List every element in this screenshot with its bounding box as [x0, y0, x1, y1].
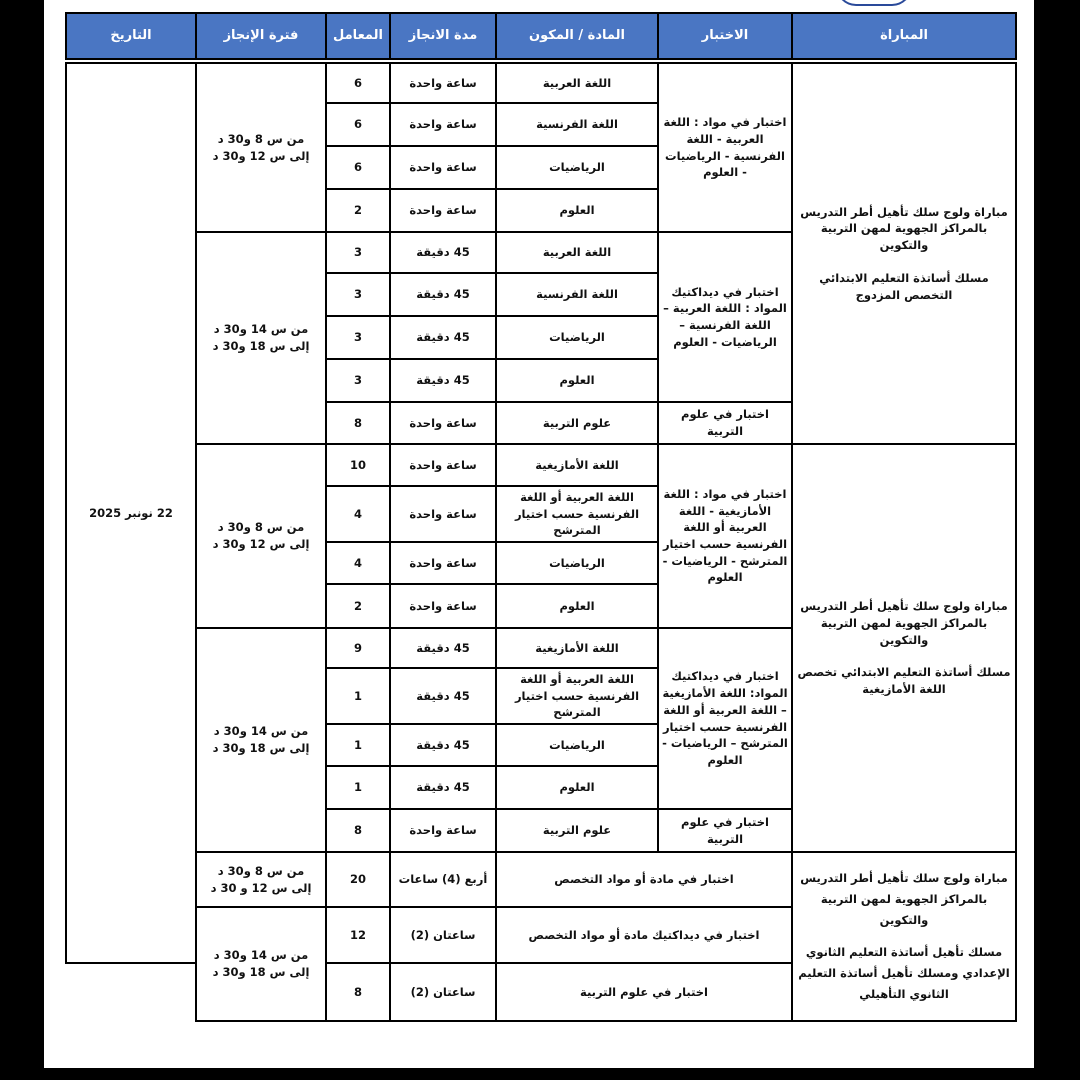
subject-cell: العلوم [496, 359, 658, 402]
coefficient-cell: 8 [326, 963, 390, 1021]
test-cell: اختبار في ديداكتيك المواد : اللغة العربية – اللغة الفرنسية – الرياضيات - العلوم [658, 232, 792, 402]
coefficient-cell: 4 [326, 486, 390, 542]
header-coefficient: المعامل [326, 13, 390, 59]
header-subject: المادة / المكون [496, 13, 658, 59]
coefficient-cell: 3 [326, 273, 390, 316]
period-end: إلى س 12 و30 د [212, 148, 310, 163]
competition-name: مباراة ولوج سلك تأهيل أطر التدريس بالمراكز الجهوية لمهن التربية والتكوين [800, 870, 1008, 928]
duration-cell: 45 دقيقة [390, 359, 496, 402]
subject-cell: اللغة الفرنسية [496, 103, 658, 146]
header-test: الاختبار [658, 13, 792, 59]
coefficient-cell: 2 [326, 189, 390, 232]
duration-cell: ساعة واحدة [390, 103, 496, 146]
duration-cell: 45 دقيقة [390, 232, 496, 273]
competition-cell [792, 63, 1016, 444]
coefficient-cell: 20 [326, 852, 390, 907]
coefficient-cell: 9 [326, 628, 390, 668]
period-cell [196, 63, 326, 232]
subject-cell: العلوم [496, 584, 658, 628]
subject-cell: اللغة الفرنسية [496, 273, 658, 316]
duration-cell: ساعة واحدة [390, 189, 496, 232]
test-cell: اختبار في علوم التربية [658, 809, 792, 852]
duration-cell: ساعتان (2) [390, 907, 496, 963]
header-competition: المباراة [792, 13, 1016, 59]
duration-cell: 45 دقيقة [390, 766, 496, 809]
coefficient-cell: 2 [326, 584, 390, 628]
competition-name: مباراة ولوج سلك تأهيل أطر التدريس بالمراكز الجهوية لمهن التربية والتكوين [800, 599, 1008, 647]
subject-cell: اختبار في ديداكتيك مادة أو مواد التخصص [496, 907, 792, 963]
coefficient-cell: 3 [326, 359, 390, 402]
coefficient-cell: 8 [326, 809, 390, 852]
duration-cell: ساعة واحدة [390, 486, 496, 542]
test-cell: اختبار في مواد : اللغة الأمازيغية - اللغة العربية أو اللغة الفرنسية حسب اختيار المترشح - الرياضيات - العلوم [658, 444, 792, 628]
test-cell: اختبار في علوم التربية [658, 402, 792, 444]
period-start: من س 8 و30 د [217, 863, 305, 878]
coefficient-cell: 4 [326, 542, 390, 584]
duration-cell: ساعة واحدة [390, 809, 496, 852]
coefficient-cell: 1 [326, 668, 390, 724]
competition-cell [792, 852, 1016, 1021]
duration-cell: 45 دقيقة [390, 628, 496, 668]
duration-cell: ساعة واحدة [390, 63, 496, 103]
competition-cell [792, 444, 1016, 852]
duration-cell: ساعة واحدة [390, 542, 496, 584]
coefficient-cell: 10 [326, 444, 390, 486]
period-start: من س 14 و30 د [213, 724, 309, 739]
period-end: إلى س 18 و30 د [212, 965, 310, 979]
subject-cell: الرياضيات [496, 724, 658, 766]
duration-cell: 45 دقيقة [390, 273, 496, 316]
subject-cell: الرياضيات [496, 146, 658, 189]
subject-cell: الرياضيات [496, 542, 658, 584]
subject-cell: اللغة العربية أو اللغة الفرنسية حسب اختيار المترشح [496, 486, 658, 542]
competition-track: مسلك تأهيل أساتذة التعليم الثانوي الإعدادي ومسلك تأهيل أساتذة التعليم الثانوي التأهيلي [798, 944, 1010, 1002]
header-period: فترة الإنجاز [196, 13, 326, 59]
duration-cell: ساعة واحدة [390, 146, 496, 189]
subject-cell: علوم التربية [496, 402, 658, 444]
coefficient-cell: 6 [326, 103, 390, 146]
period-end: إلى س 12 و30 د [212, 537, 310, 551]
duration-cell: أربع (4) ساعات [390, 852, 496, 907]
test-cell: اختبار في مواد : اللغة العربية - اللغة الفرنسية - الرياضيات - العلوم [658, 63, 792, 232]
subject-cell: العلوم [496, 766, 658, 809]
period-cell [196, 852, 326, 907]
period-cell [196, 232, 326, 444]
duration-cell: ساعتان (2) [390, 963, 496, 1021]
period-start: من س 14 و30 د [213, 948, 309, 963]
subject-cell: اختبار في مادة أو مواد التخصص [496, 852, 792, 907]
header-row [66, 13, 1016, 59]
period-end: إلى س 18 و30 د [212, 339, 310, 353]
period-start: من س 8 و30 د [217, 520, 305, 535]
table-row [66, 852, 1016, 907]
date-cell: 22 نونبر 2025 [66, 63, 196, 963]
coefficient-cell: 6 [326, 146, 390, 189]
period-cell [196, 444, 326, 628]
duration-cell: 45 دقيقة [390, 316, 496, 359]
period-cell [196, 907, 326, 1021]
subject-cell: اللغة العربية [496, 63, 658, 103]
coefficient-cell: 1 [326, 724, 390, 766]
period-start: من س 14 و30 د [213, 322, 309, 337]
period-cell [196, 628, 326, 852]
period-end: إلى س 18 و30 د [212, 741, 310, 755]
subject-cell: اللغة الأمازيغية [496, 444, 658, 486]
exam-schedule-table [65, 12, 1017, 1022]
period-end: إلى س 12 و 30 د [210, 880, 312, 895]
table-row [66, 63, 1016, 103]
test-cell: اختبار في ديداكتيك المواد: اللغة الأمازيغية – اللغة العربية أو اللغة الفرنسية حسب اختيار المترشح – الرياضيات - العلوم [658, 628, 792, 809]
subject-cell: اللغة العربية [496, 232, 658, 273]
subject-cell: العلوم [496, 189, 658, 232]
subject-cell: الرياضيات [496, 316, 658, 359]
coefficient-cell: 6 [326, 63, 390, 103]
period-start: من س 8 و30 د [217, 131, 305, 146]
duration-cell: ساعة واحدة [390, 402, 496, 444]
duration-cell: ساعة واحدة [390, 444, 496, 486]
subject-cell: علوم التربية [496, 809, 658, 852]
table-row [66, 444, 1016, 486]
competition-track: مسلك أساتذة التعليم الابتدائي تخصص اللغة الأمازيغية [797, 665, 1011, 696]
subject-cell: اللغة العربية أو اللغة الفرنسية حسب اختيار المترشح [496, 668, 658, 724]
coefficient-cell: 3 [326, 232, 390, 273]
duration-cell: ساعة واحدة [390, 584, 496, 628]
coefficient-cell: 12 [326, 907, 390, 963]
header-date: التاريخ [66, 13, 196, 59]
competition-name: مباراة ولوج سلك تأهيل أطر التدريس بالمراكز الجهوية لمهن التربية والتكوين [800, 204, 1008, 253]
duration-cell: 45 دقيقة [390, 724, 496, 766]
subject-cell: اللغة الأمازيغية [496, 628, 658, 668]
duration-cell: 45 دقيقة [390, 668, 496, 724]
subject-cell: اختبار في علوم التربية [496, 963, 792, 1021]
coefficient-cell: 8 [326, 402, 390, 444]
coefficient-cell: 3 [326, 316, 390, 359]
coefficient-cell: 1 [326, 766, 390, 809]
header-duration: مدة الانجاز [390, 13, 496, 59]
competition-track: مسلك أساتذة التعليم الابتدائي التخصص المزدوج [819, 270, 989, 302]
